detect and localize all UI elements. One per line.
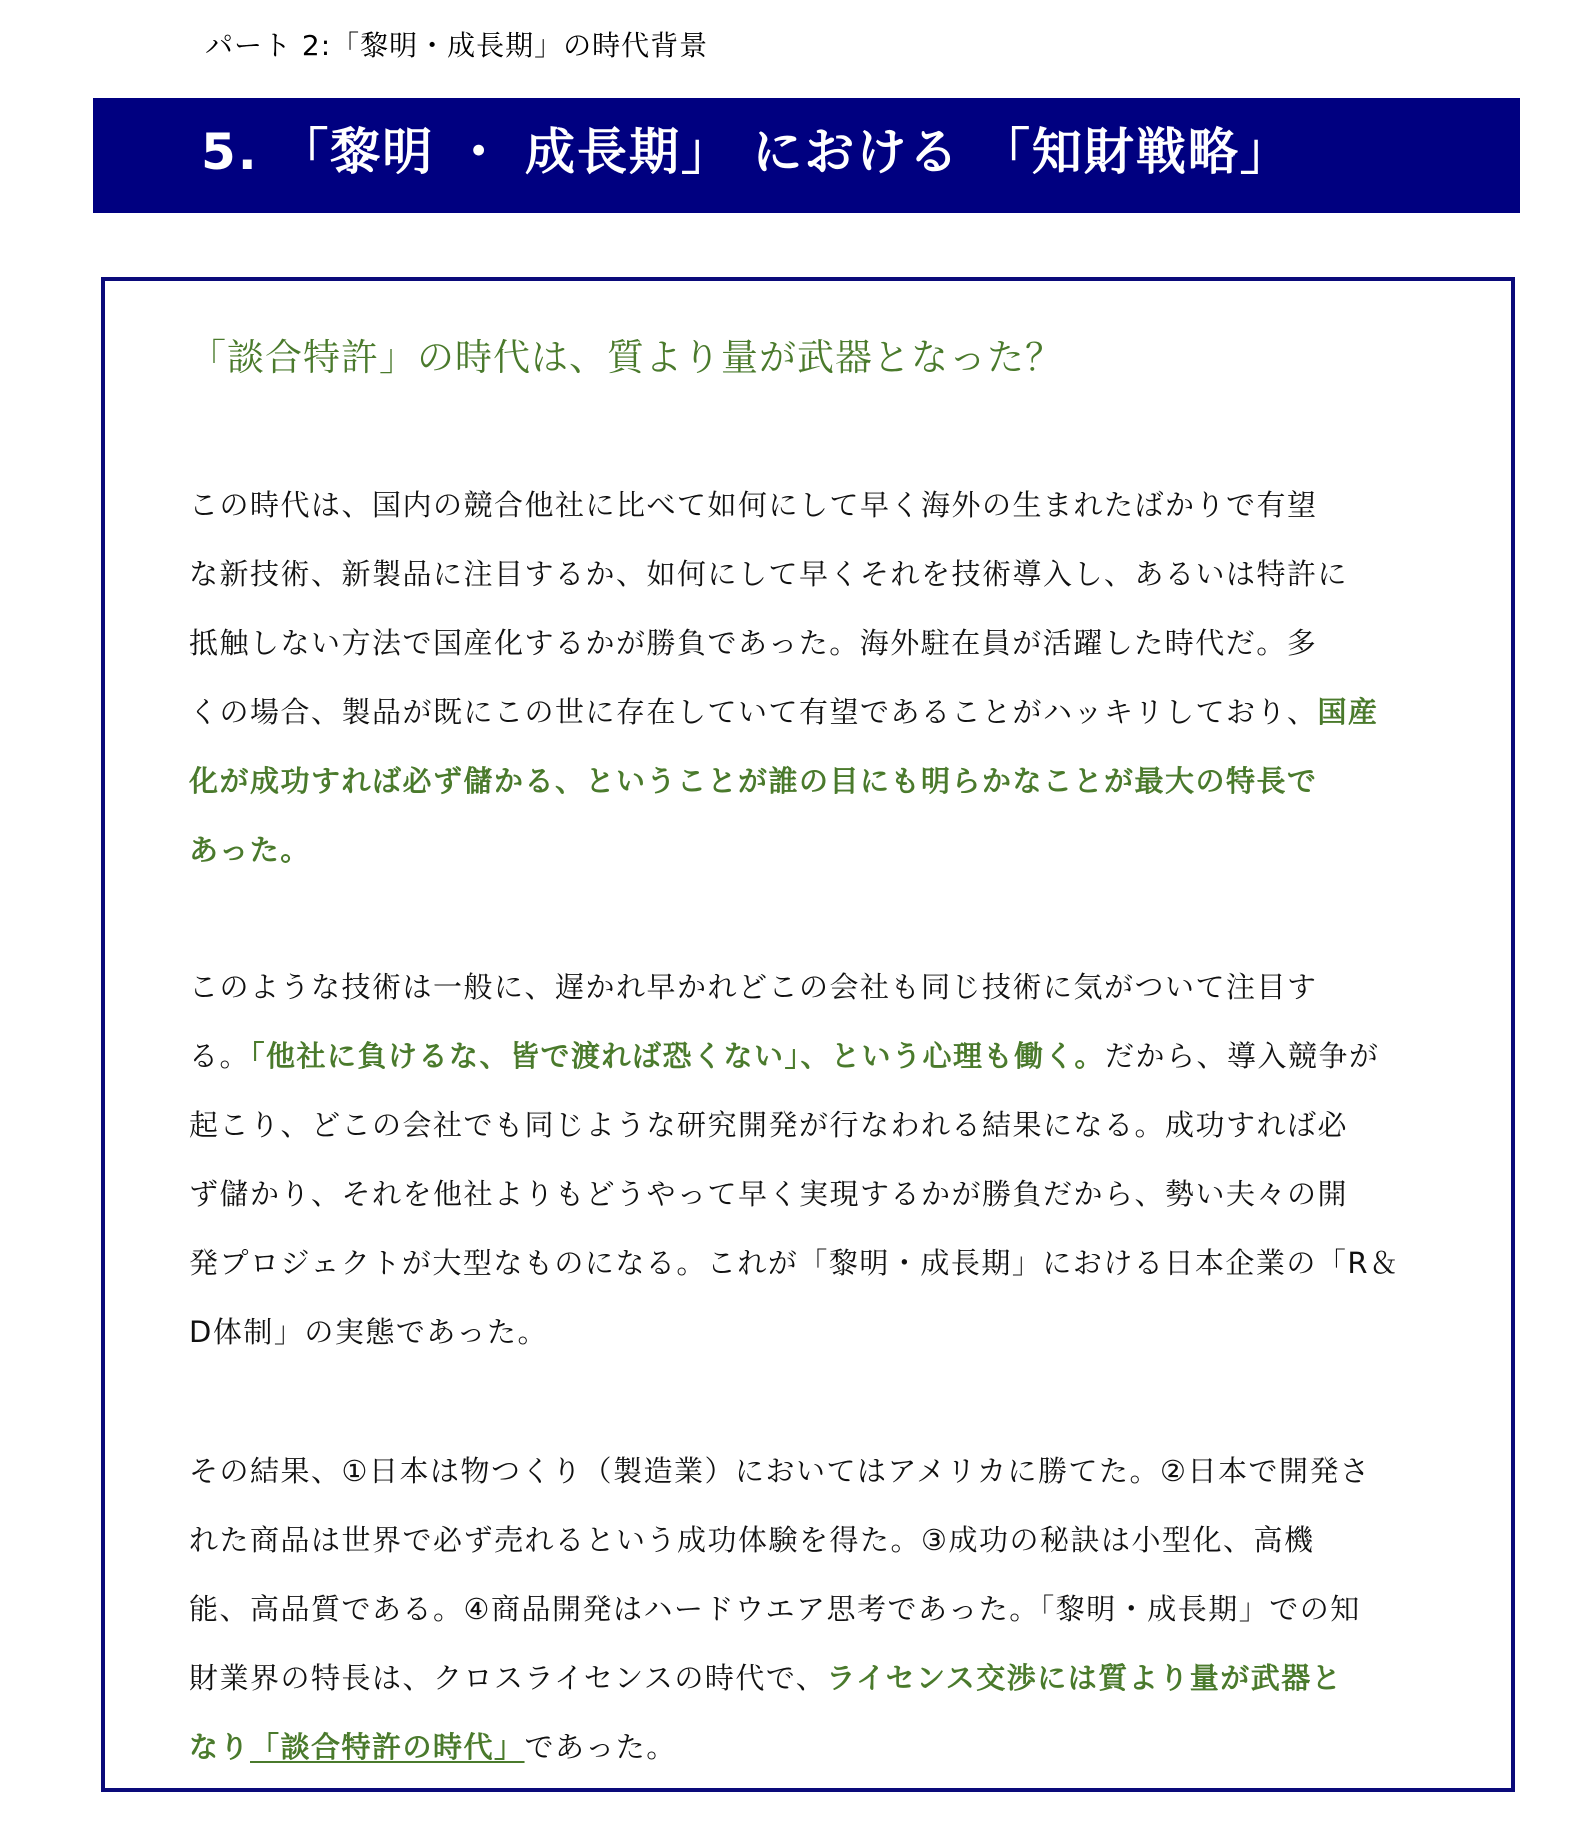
text-run: 抵触しない方法で国産化するかが勝負であった。海外駐在員が活躍した時代だ。多 <box>189 626 1318 660</box>
text-line <box>189 678 1379 747</box>
text-run: D体制」の実態であった。 <box>189 1315 549 1349</box>
text-line <box>189 540 1369 609</box>
text-line <box>189 1575 1369 1644</box>
title-banner <box>93 98 1520 213</box>
text-run: 発プロジェクトが大型なものになる。これが「黎明・成長期」における日本企業の「R＆ <box>189 1246 1400 1280</box>
text-run: 財業界の特長は、クロスライセンスの時代で、 <box>189 1661 827 1695</box>
highlight-text: ライセンス交渉には質より量が武器と <box>826 1661 1343 1695</box>
running-header: パート 2:「黎明・成長期」の時代背景 <box>205 29 709 62</box>
page-title: 5. 「黎明 ・ 成長期」 における 「知財戦略」 <box>201 123 1292 181</box>
text-line <box>189 1506 1369 1575</box>
text-line <box>189 747 1369 816</box>
text-run: この時代は、国内の競合他社に比べて如何にして早く海外の生まれたばかりで有望 <box>189 488 1318 522</box>
text-run: れた商品は世界で必ず売れるという成功体験を得た。③成功の秘訣は小型化、高機 <box>189 1523 1315 1557</box>
text-line <box>189 1229 1400 1298</box>
paragraph-2 <box>189 953 1400 1367</box>
text-line <box>189 953 1369 1022</box>
text-run: その結果、①日本は物つくり（製造業）においてはアメリカに勝てた。②日本で開発さ <box>189 1454 1371 1488</box>
paragraph-1 <box>189 471 1379 885</box>
text-run: 能、高品質である。④商品開発はハードウエア思考であった。「黎明・成長期」での知 <box>189 1592 1361 1626</box>
text-line <box>189 816 1369 885</box>
text-line <box>189 1022 1380 1091</box>
text-run: であった。 <box>524 1730 677 1764</box>
text-run: ず儲かり、それを他社よりもどうやって早く実現するかが勝負だから、勢い夫々の開 <box>189 1177 1349 1211</box>
text-line <box>189 609 1369 678</box>
text-run: る。 <box>189 1039 251 1073</box>
text-line <box>189 1298 1369 1367</box>
text-line <box>189 1091 1369 1160</box>
text-line <box>189 1437 1369 1506</box>
paragraph-3 <box>189 1437 1369 1782</box>
highlight-text: 国産 <box>1317 695 1379 729</box>
content-box <box>101 277 1515 1792</box>
text-run: このような技術は一般に、遅かれ早かれどこの会社も同じ技術に気がついて注目す <box>189 970 1318 1004</box>
text-run: 起こり、どこの会社でも同じような研究開発が行なわれる結果になる。成功すれば必 <box>189 1108 1349 1142</box>
highlight-text: 「他社に負けるな、皆で渡れば恐くない」、という心理も働く。 <box>250 1039 1105 1073</box>
highlight-text: なり <box>189 1730 251 1764</box>
text-line <box>189 1160 1369 1229</box>
text-run: だから、導入競争が <box>1104 1039 1380 1073</box>
text-line <box>189 1644 1369 1713</box>
section-subheading: 「談合特許」の時代は、質より量が武器となった？ <box>189 336 1063 379</box>
text-line <box>189 1713 1369 1782</box>
underlined-highlight-text: 「談合特許の時代」 <box>250 1730 525 1764</box>
highlight-text: 化が成功すれば必ず儲かる、ということが誰の目にも明らかなことが最大の特長で <box>189 764 1318 798</box>
text-run: な新技術、新製品に注目するか、如何にして早くそれを技術導入し、あるいは特許に <box>189 557 1349 591</box>
highlight-text: あった。 <box>189 833 311 867</box>
text-line <box>189 471 1369 540</box>
text-run: くの場合、製品が既にこの世に存在していて有望であることがハッキリしており、 <box>189 695 1318 729</box>
